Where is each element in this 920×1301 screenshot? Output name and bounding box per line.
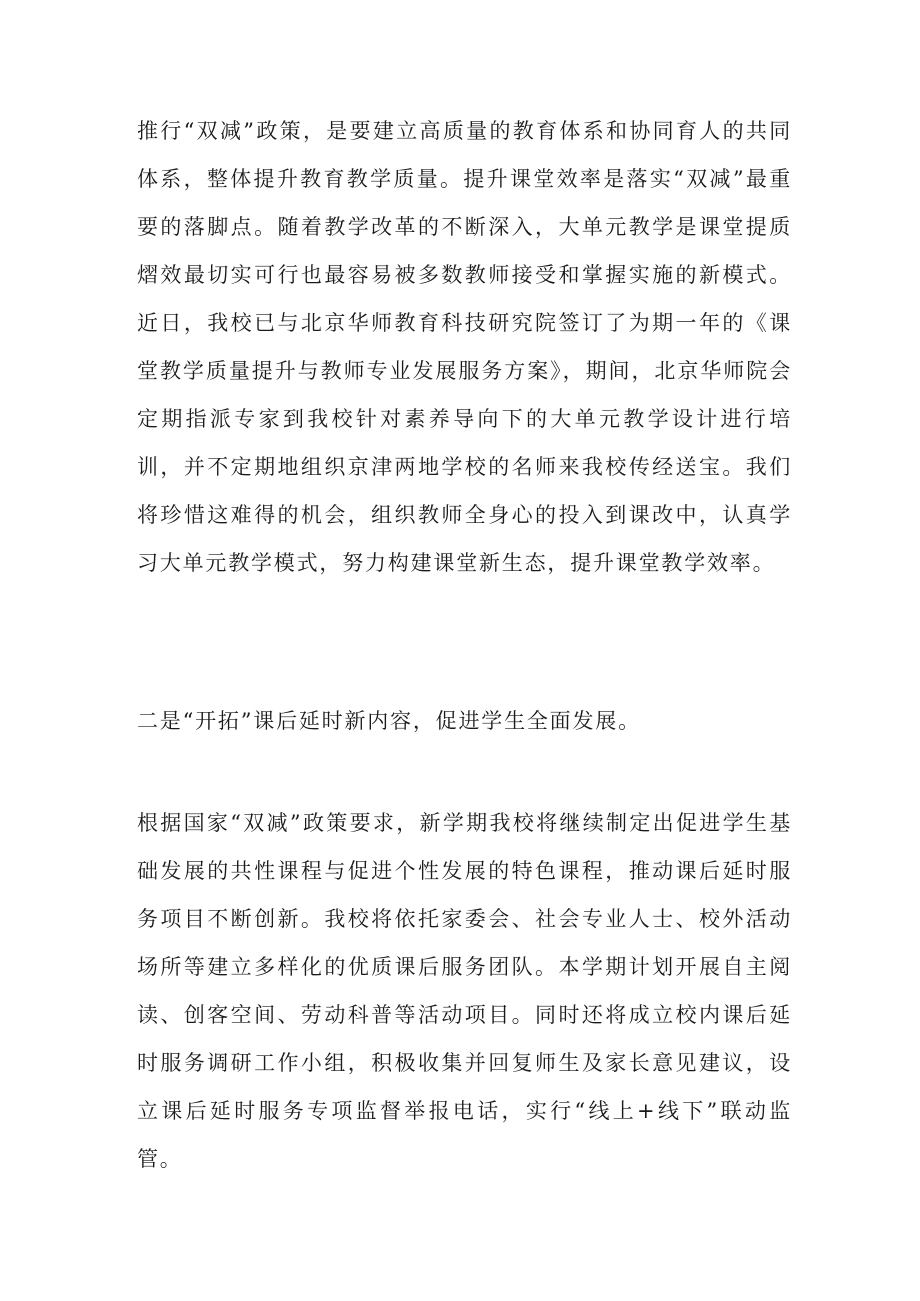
body-paragraph-double-reduction-classroom: 推行“双减”政策，是要建立高质量的教育体系和协同育人的共同体系，整体提升教育教学质量。提升课堂效率是落实“双减”最重要的落脚点。随着教学改革的不断深入，大单元教学是课堂提质熠效最切实可行也最容易被多数教师接受和掌握实施的新模式。近日，我校已与北京华师教育科技研究院签订了为期一年的《课堂教学质量提升与教师专业发展服务方案》，期间，北京华师院会定期指派专家到我校针对素养导向下的大单元教学设计进行培训，并不定期地组织京津两地学校的名师来我校传经送宝。我们将珍惜这难得的机会，组织教师全身心的投入到课改中，认真学习大单元教学模式，努力构建课堂新生态，提升课堂教学效率。 bbox=[137, 119, 792, 575]
section-heading-after-school-service: 二是“开拓”课后延时新内容，促进学生全面发展。 bbox=[137, 709, 641, 733]
body-paragraph-after-school-programs: 根据国家“双减”政策要求，新学期我校将继续制定出促进学生基础发展的共性课程与促进个性发展的特色课程，推动课后延时服务项目不断创新。我校将依托家委会、社会专业人士、校外活动场所等建立多样化的优质课后服务团队。本学期计划开展自主阅读、创客空间、劳动科普等活动项目。同时还将成立校内课后延时服务调研工作小组，积极收集并回复师生及家长意见建议，设立课后延时服务专项监督举报电话，实行“线上+线下”联动监管。 bbox=[137, 811, 792, 1171]
